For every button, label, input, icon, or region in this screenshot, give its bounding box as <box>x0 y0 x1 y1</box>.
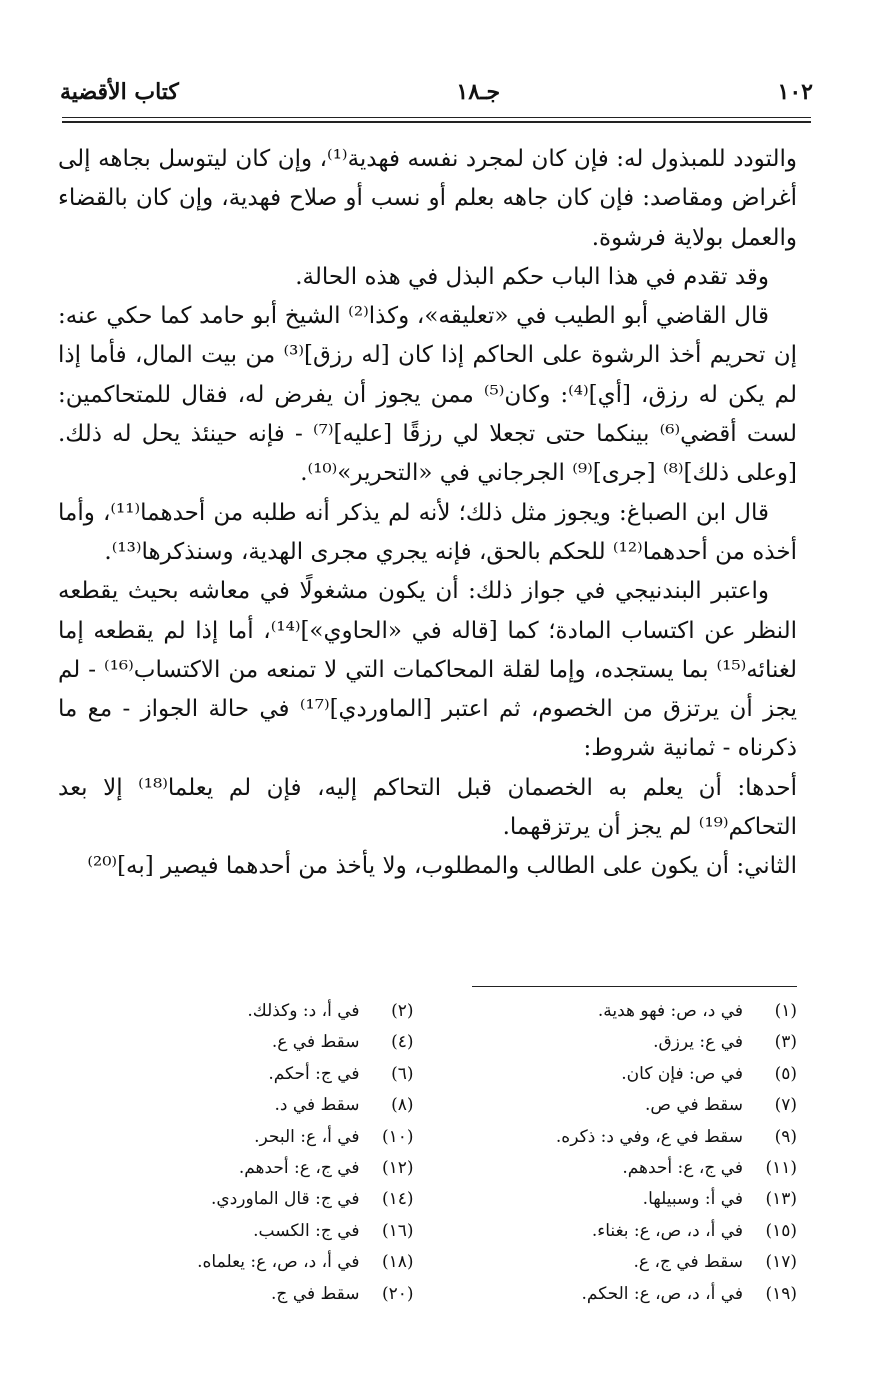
footnote <box>90 1027 414 1058</box>
footnote-number: (١٨) <box>381 1252 414 1273</box>
footnote-number: (١٢) <box>381 1158 414 1179</box>
header-rule-thick <box>62 121 811 123</box>
footnote-text: في ج، ع: أحدهم. <box>238 1158 360 1179</box>
footnote-number: (١٧) <box>765 1252 797 1273</box>
footnote-text: في أ، د، ص، ع: يعلماه. <box>197 1252 360 1273</box>
footnote-text: سقط في د. <box>274 1095 360 1116</box>
footnote <box>474 1090 798 1121</box>
footnote-number: (١٥) <box>765 1220 797 1241</box>
footnotes <box>90 996 797 1310</box>
footnote-text: سقط في ج، ع. <box>633 1252 743 1273</box>
footnote-text: في ج: أحكم. <box>268 1063 360 1084</box>
footnote <box>90 1153 414 1184</box>
footnote-text: في ج، ع: أحدهم. <box>622 1158 743 1179</box>
paragraph: أحدها: أن يعلم به الخصمان قبل التحاكم إليه، فإن لم يعلما⁽¹⁸⁾ إلا بعد التحاكم⁽¹⁹⁾ لم يجز أن يرتزقهما. <box>58 774 797 841</box>
footnote <box>474 1027 798 1058</box>
footnote-number: (٧) <box>774 1095 797 1116</box>
running-header <box>60 74 813 110</box>
footnote <box>90 1090 414 1121</box>
main-text <box>58 140 797 887</box>
footnote-text: في أ: وسبيلها. <box>642 1189 743 1210</box>
footnote-number: (٥) <box>774 1063 797 1084</box>
footnote-text: في د، ص: فهو هدية. <box>597 1001 743 1021</box>
footnote-number: (١١) <box>765 1158 797 1179</box>
footnote-number: (٣) <box>774 1032 797 1053</box>
footnote-number: (١٠) <box>381 1126 414 1147</box>
footnote <box>474 1279 798 1310</box>
footnote-number: (٢) <box>391 1001 414 1021</box>
footnote-text: في أ، د: وكذلك. <box>247 1001 360 1021</box>
footnote <box>474 1216 798 1247</box>
footnote-number: (١) <box>774 1001 797 1021</box>
footnote-number: (١٤) <box>381 1189 414 1210</box>
paragraph: وقد تقدم في هذا الباب حكم البذل في هذه الحالة. <box>295 263 769 290</box>
paragraph: واعتبر البندنيجي في جواز ذلك: أن يكون مشغولًا في معاشه بحيث يقطعه النظر عن اكتساب المادة؛ كما [قاله في «الحاوي»]⁽¹⁴⁾، أما إذا لم يقطعه إما لغنائه⁽¹⁵⁾ بما يستجده، وإما لقلة المحاكمات التي لا تمنعه من الاكتساب⁽¹⁶⁾ - لم يجز أن يرتزق من الخصوم، ثم اعتبر [الماوردي]⁽¹⁷⁾ في حالة الجواز - مع ما ذكرناه - ثمانية شروط: <box>58 578 798 762</box>
footnote-number: (٨) <box>391 1095 414 1116</box>
footnote-text: في ص: فإن كان. <box>621 1063 743 1084</box>
footnote-number: (٢٠) <box>381 1283 414 1304</box>
footnote <box>90 1247 414 1278</box>
footnote <box>90 1059 414 1090</box>
footnote-number: (٦) <box>391 1063 414 1084</box>
paragraph: والتودد للمبذول له: فإن كان لمجرد نفسه فهدية⁽¹⁾، وإن كان ليتوسل بجاهه إلى أغراض ومقاصد: فإن كان جاهه بعلم أو نسب أو صلاح فهدية، وإن كان بالقضاء والعمل بولاية فرشوة. <box>58 146 798 251</box>
footnote <box>474 1184 798 1215</box>
footnote <box>474 1059 798 1090</box>
paragraph: قال القاضي أبو الطيب في «تعليقه»، وكذا⁽²⁾ الشيخ أبو حامد كما حكي عنه: إن تحريم أخذ الرشوة على الحاكم إذا كان [له رزق]⁽³⁾ من بيت المال، فأما إذا لم يكن له رزق، [أي]⁽⁴⁾: وكان⁽⁵⁾ ممن يجوز أن يفرض له، فقال للمتحاكمين: لست أقضي⁽⁶⁾ بينكما حتى تجعلا لي رزقًا [عليه]⁽⁷⁾ - فإنه حينئذ يحل له ذلك. [وعلى ذلك]⁽⁸⁾ [جرى]⁽⁹⁾ الجرجاني في «التحرير»⁽¹⁰⁾. <box>58 303 797 487</box>
footnote-number: (١٣) <box>765 1189 797 1210</box>
footnote-text: في ج: قال الماوردي. <box>211 1189 360 1210</box>
footnote-text: في أ، د، ص، ع: بغناء. <box>591 1220 743 1241</box>
footnote <box>474 1153 798 1184</box>
footnote <box>474 1122 798 1153</box>
footnote-rule <box>472 986 797 987</box>
paragraph: الثاني: أن يكون على الطالب والمطلوب، ولا يأخذ من أحدهما فيصير [به]⁽²⁰⁾ <box>87 853 797 880</box>
paragraph: قال ابن الصباغ: ويجوز مثل ذلك؛ لأنه لم يذكر أنه طلبه من أحدهما⁽¹¹⁾، وأما أخذه من أحدهما⁽¹²⁾ للحكم بالحق، فإنه يجري مجرى الهدية، وسنذكرها⁽¹³⁾. <box>58 499 797 565</box>
header-rule <box>62 117 811 118</box>
volume-number: جـ١٨ <box>456 79 501 105</box>
footnote-number: (٤) <box>391 1032 414 1053</box>
page-number: ١٠٢ <box>777 79 813 105</box>
footnote <box>474 996 798 1027</box>
footnote-text: في ع: يرزق. <box>653 1032 743 1053</box>
footnote-number: (١٩) <box>765 1283 797 1304</box>
footnote <box>90 1279 414 1310</box>
footnote-text: سقط في ع، وفي د: ذكره. <box>555 1126 743 1147</box>
footnote <box>474 1247 798 1278</box>
footnote-text: في أ، ع: البحر. <box>254 1126 360 1147</box>
footnote-number: (٩) <box>774 1126 797 1147</box>
footnote-number: (١٦) <box>381 1220 414 1241</box>
footnote <box>90 1184 414 1215</box>
footnote-text: في أ، د، ص، ع: الحكم. <box>581 1283 743 1304</box>
footnote <box>90 1122 414 1153</box>
footnote-text: سقط في ج. <box>271 1283 360 1304</box>
footnote-text: في ج: الكسب. <box>253 1220 360 1241</box>
footnote <box>90 1216 414 1247</box>
footnote <box>90 996 414 1027</box>
footnote-text: سقط في ع. <box>271 1032 360 1053</box>
book-title: كتاب الأقضية <box>60 79 179 105</box>
footnote-text: سقط في ص. <box>644 1095 743 1116</box>
